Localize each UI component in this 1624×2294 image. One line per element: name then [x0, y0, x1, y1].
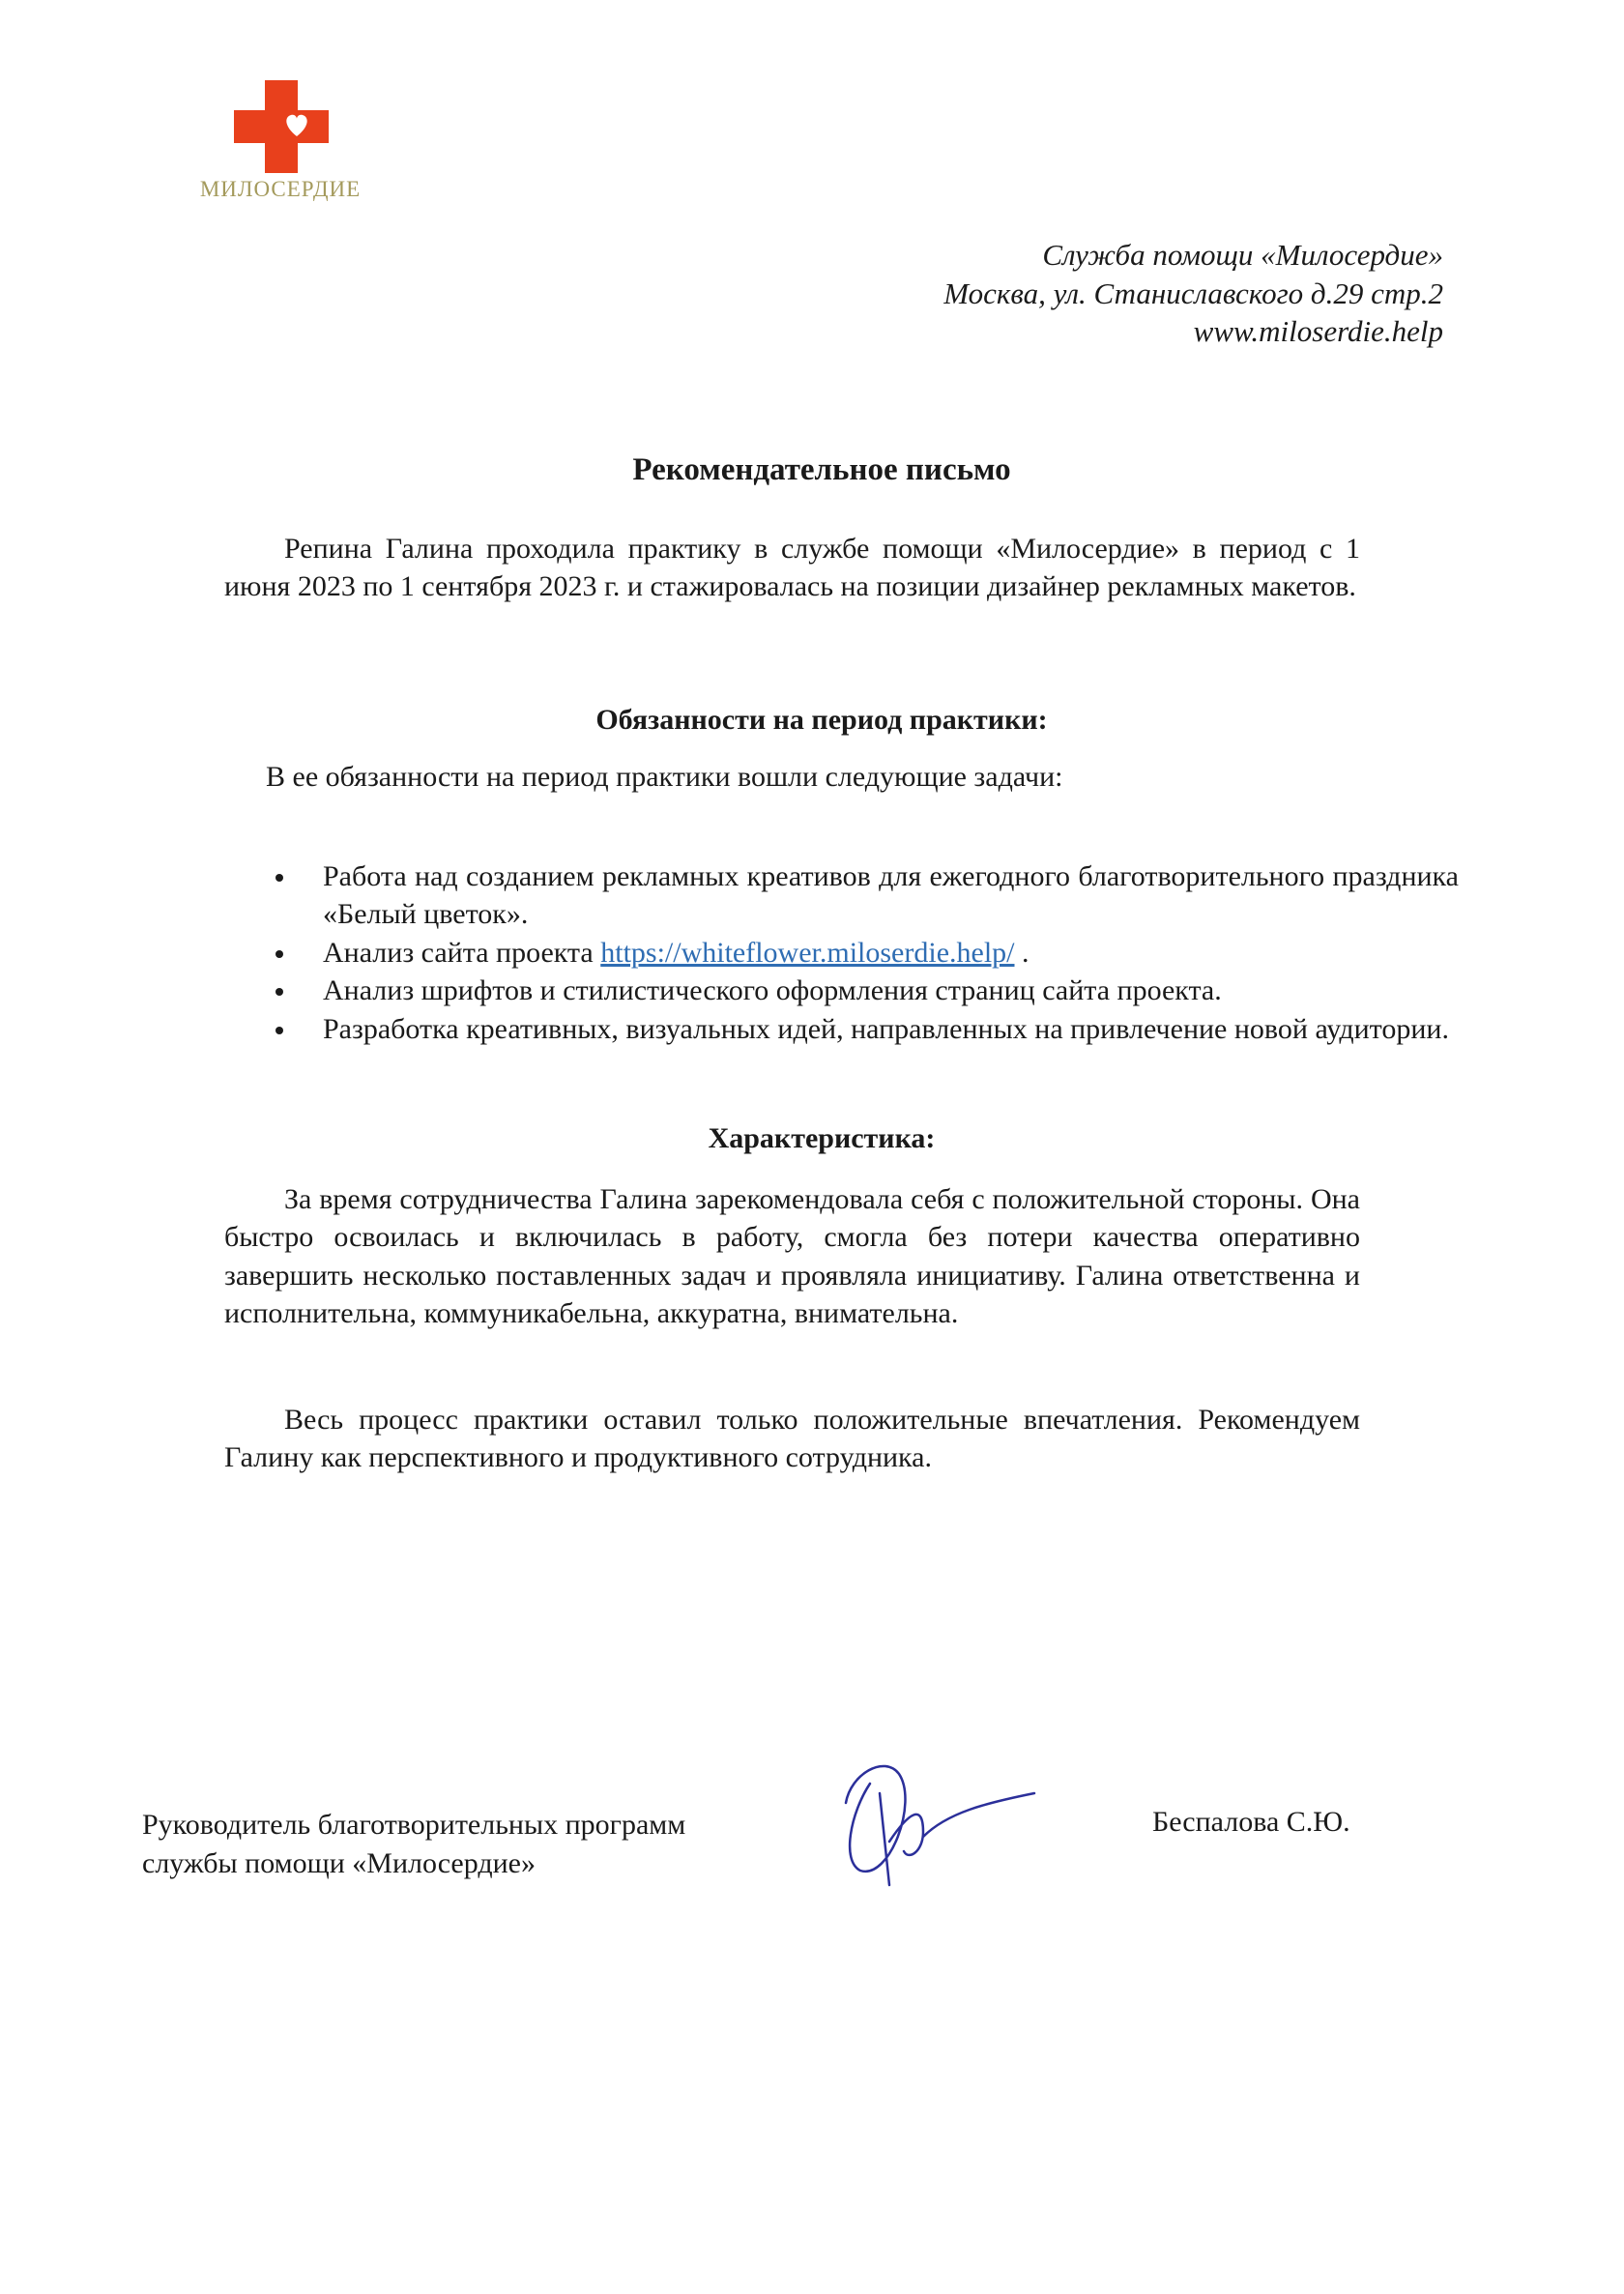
- handwritten-signature: [831, 1745, 1044, 1904]
- org-address: Москва, ул. Станиславского д.29 стр.2: [943, 276, 1443, 310]
- list-item: Анализ шрифтов и стилистического оформления страниц сайта проекта.: [323, 972, 1459, 1009]
- org-website: www.miloserdie.help: [1193, 314, 1443, 348]
- intro-text: Репина Галина проходила практику в службе помощи «Милосердие» в период с 1 июня 2023 по 1 сентября 2023 г. и стажировалась на позиции дизайнер рекламных макетов.: [224, 533, 1360, 603]
- signatory-name: Беспалова С.Ю.: [1152, 1806, 1350, 1838]
- duties-list: [224, 857, 1459, 1048]
- characteristic-heading: Характеристика:: [708, 1122, 936, 1154]
- position-line: службы помощи «Милосердие»: [142, 1846, 536, 1879]
- org-name: Служба помощи «Милосердие»: [1042, 238, 1443, 272]
- project-site-link[interactable]: https://whiteflower.miloserdie.help/: [600, 936, 1015, 969]
- characteristic-text: За время сотрудничества Галина зарекомендовала себя с положительной стороны. Она быстро освоилась и включилась в работу, смогла без потери качества оперативно завершить несколько поставленных задач и проявляла инициативу. Галина ответственна и исполнительна, коммуникабельна, аккуратна, внимательна.: [224, 1183, 1360, 1330]
- recommendation-paragraph: [224, 1401, 1360, 1477]
- list-item: [323, 934, 1459, 972]
- recommendation-text: Весь процесс практики оставил только положительные впечатления. Рекомендуем Галину как перспективного и продуктивного сотрудника.: [224, 1404, 1360, 1474]
- list-item: Разработка креативных, визуальных идей, направленных на привлечение новой аудитории.: [323, 1010, 1459, 1048]
- list-item-text: Анализ сайта проекта: [323, 936, 594, 969]
- duties-heading: Обязанности на период практики:: [595, 704, 1048, 736]
- list-item-suffix: .: [1014, 936, 1030, 969]
- intro-paragraph: [224, 530, 1360, 606]
- characteristic-paragraph: [224, 1180, 1360, 1333]
- red-cross-heart-icon: [234, 80, 329, 173]
- letter-title: Рекомендательное письмо: [632, 452, 1011, 487]
- position-line: Руководитель благотворительных программ: [142, 1809, 686, 1841]
- list-item: Работа над созданием рекламных креативов для ежегодного благотворительного праздника «Белый цветок».: [323, 857, 1459, 934]
- logo-text: МИЛОСЕРДИЕ: [199, 177, 362, 201]
- duties-lead: В ее обязанности на период практики вошли следующие задачи:: [266, 761, 1063, 793]
- organization-header: [943, 236, 1443, 351]
- signatory-position: [142, 1806, 685, 1882]
